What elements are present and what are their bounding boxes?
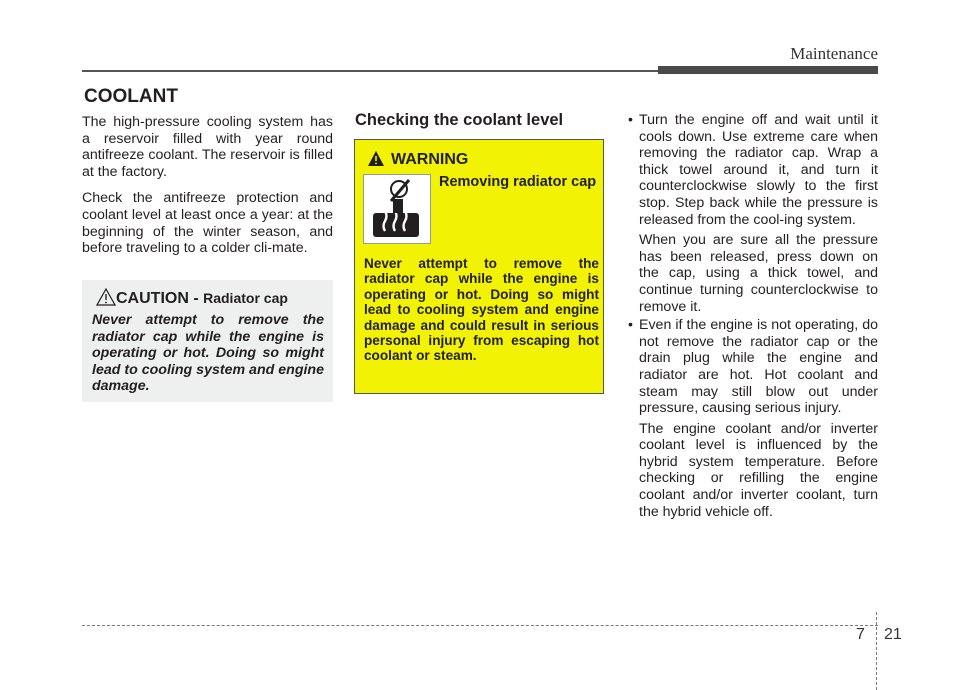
caution-text: Never attempt to remove the radiator cap while the engine is operating or hot. Doing so might lead to cooling system and engine damage. <box>92 312 324 395</box>
running-header: Maintenance <box>790 44 878 63</box>
intro-paragraph-2: Check the antifreeze protection and coolant level at least once a year: at the beginning of the winter season, and before traveling to a colder cli-mate. <box>82 190 333 257</box>
list-item-text: Turn the engine off and wait until it cools down. Use extreme care when removing the radiator cap. Wrap a thick towel around it, and turn it counterclockwise slowly to the first stop. Step back while the pressure is released from the cool-ing system. <box>639 112 878 228</box>
footer-rule <box>82 625 878 626</box>
warning-heading: WARNING <box>391 151 469 168</box>
caution-label: CAUTION - <box>116 290 204 307</box>
warning-triangle-icon <box>367 150 385 167</box>
page-number: 21 <box>884 626 902 643</box>
section-title: COOLANT <box>84 86 178 107</box>
caution-triangle-icon <box>96 288 116 306</box>
intro-paragraph-1: The high-pressure cooling system has a reservoir filled with year round antifreeze coolant. The reservoir is filled at the factory. <box>82 114 333 180</box>
warning-text: Never attempt to remove the radiator cap while the engine is operating or hot. Doing so might lead to cooling system and engine damage and could result in serious personal injury from escaping hot coolant or steam. <box>364 256 599 364</box>
chapter-number: 7 <box>856 626 865 643</box>
bullet: • <box>628 112 633 128</box>
footer-separator <box>876 612 877 690</box>
warning-title: Removing radiator cap <box>439 174 597 190</box>
procedure-column <box>626 112 878 522</box>
list-paragraph: The engine coolant and/or inverter coolant level is influenced by the hybrid system temperature. Before checking or refilling the engine coolant and/or inverter coolant, turn the hybrid vehicle off. <box>639 420 878 520</box>
list-item-text: Even if the engine is not operating, do not remove the radiator cap or the drain plug while the engine and radiator are hot. Hot coolant and steam may still blow out under pressure, causing serious injury. <box>639 317 878 417</box>
header-bar <box>658 66 878 74</box>
caution-box <box>82 280 333 402</box>
hot-radiator-cap-icon <box>363 174 431 244</box>
header-rule <box>82 70 658 72</box>
caution-heading <box>116 290 288 308</box>
list-item <box>626 112 878 228</box>
bullet: • <box>628 317 633 334</box>
warning-box <box>354 139 604 394</box>
list-item <box>626 317 878 417</box>
list-paragraph: When you are sure all the pressure has been released, press down on the cap, using a thick towel, and continue turning counterclockwise to remove it. <box>639 232 878 315</box>
subsection-title: Checking the coolant level <box>355 111 564 129</box>
caution-title: Radiator cap <box>203 290 288 306</box>
intro-column <box>82 114 333 267</box>
